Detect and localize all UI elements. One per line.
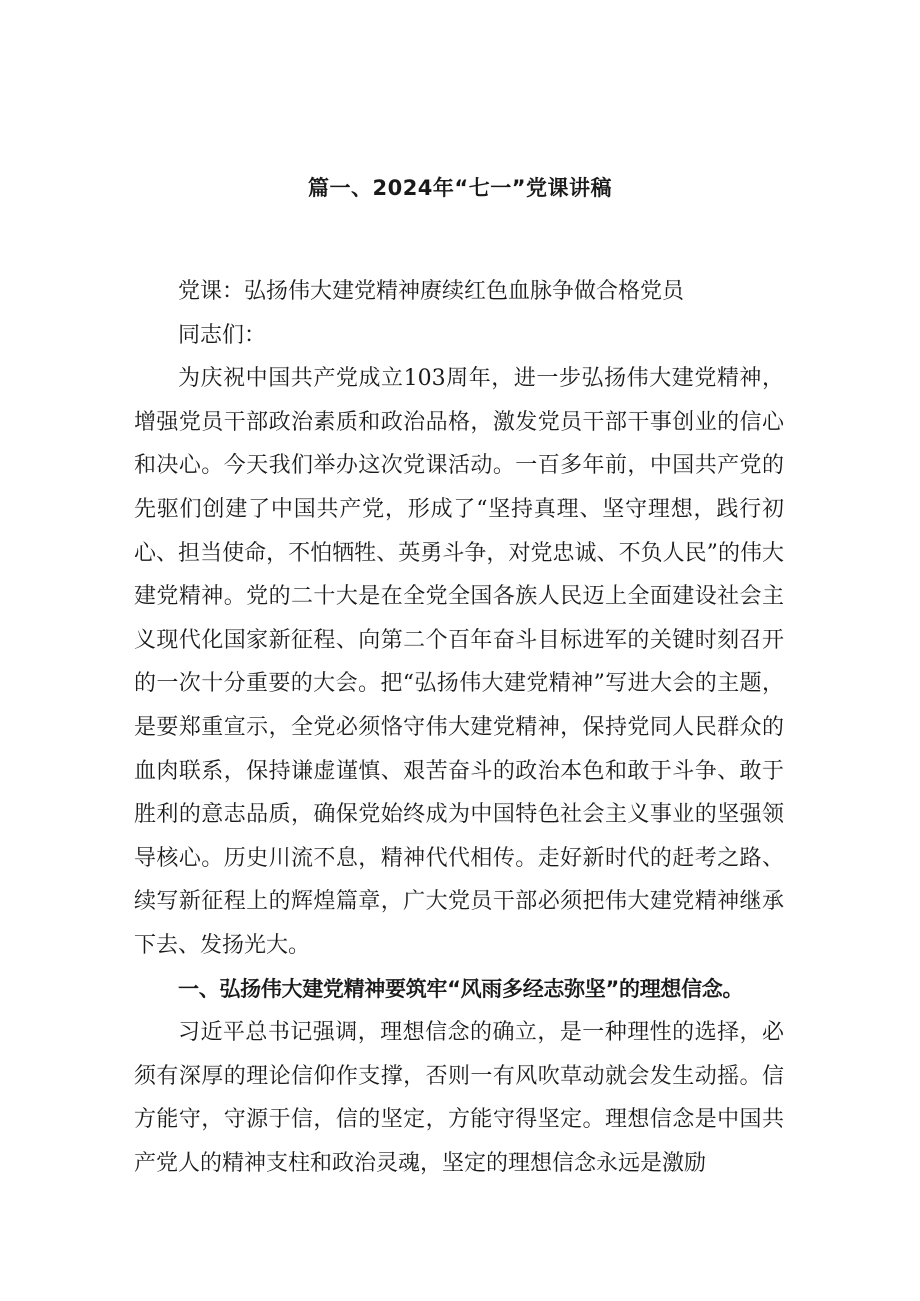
intro-paragraph: 为庆祝中国共产党成立103周年，进一步弘扬伟大建党精神，增强党员干部政治素质和政治品格，激发党员干部干事创业的信心和决心。今天我们举办这次党课活动。一百多年前，中国共产党的先驱们创建了中国共产党，形成了“坚持真理、坚守理想，践行初心、担当使命，不怕牺牲、英勇斗争，对党忠诚、不负人民”的伟大建党精神。党的二十大是在全党全国各族人民迈上全面建设社会主义现代化国家新征程、向第二个百年奋斗目标进军的关键时刻召开的一次十分重要的大会。把“弘扬伟大建党精神”写进大会的主题，是要郑重宣示，全党必须恪守伟大建党精神，保持党同人民群众的血肉联系，保持谦虚谨慎、艰苦奋斗的政治本色和敢于斗争、敢于胜利的意志品质，确保党始终成为中国特色社会主义事业的坚强领导核心。历史川流不息，精神代代相传。走好新时代的赶考之路、续写新征程上的辉煌篇章，广大党员干部必须把伟大建党精神继承下去、发扬光大。 bbox=[134, 366, 784, 958]
section-heading: 一、弘扬伟大建党精神要筑牢“风雨多经志弥坚”的理想信念。 bbox=[178, 976, 744, 1001]
document-body bbox=[134, 270, 784, 1185]
document-title: 篇一、2024年“七一”党课讲稿 bbox=[307, 176, 613, 200]
section-paragraph: 习近平总书记强调，理想信念的确立，是一种理性的选择，必须有深厚的理论信仰作支撑，否则一有风吹草动就会发生动摇。信方能守，守源于信，信的坚定，方能守得坚定。理想信念是中国共产党人的精神支柱和政治灵魂，坚定的理想信念永远是激励 bbox=[134, 1020, 784, 1176]
subtitle-line: 党课：弘扬伟大建党精神赓续红色血脉争做合格党员 bbox=[178, 279, 685, 304]
salutation: 同志们： bbox=[178, 322, 267, 348]
